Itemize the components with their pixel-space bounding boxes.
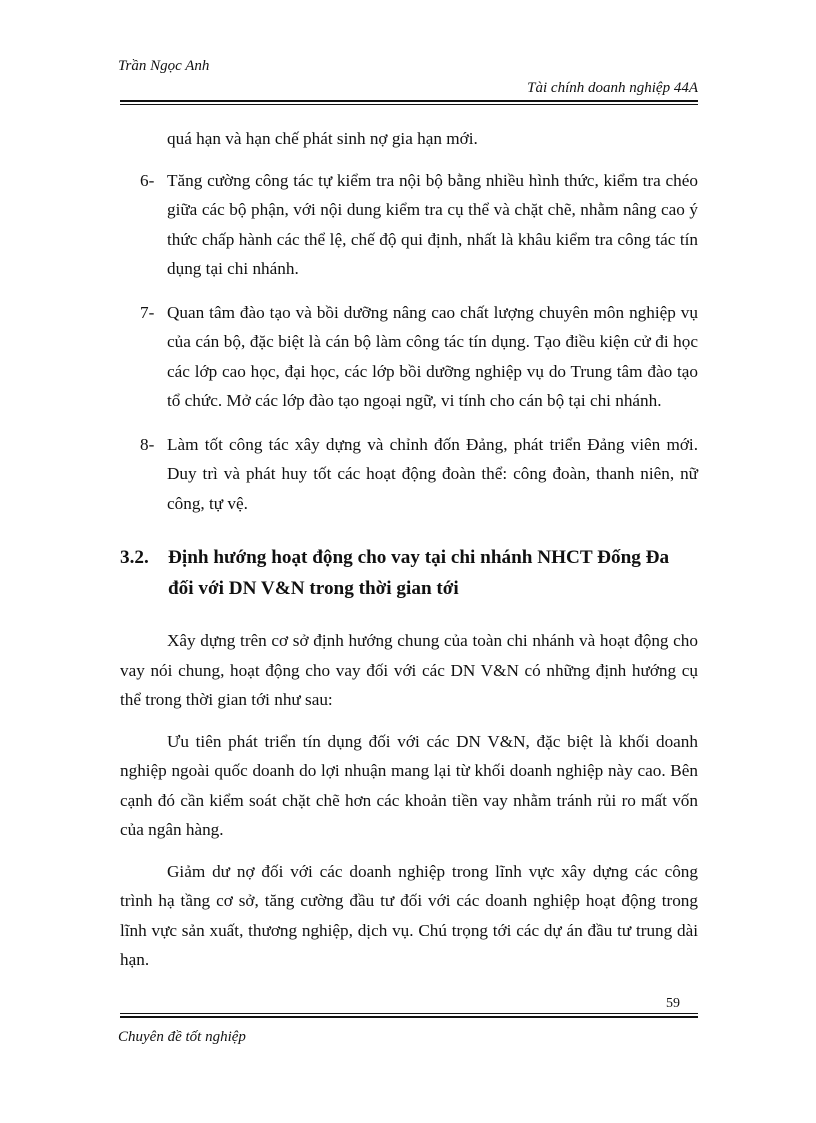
header-rule-thin xyxy=(120,104,698,105)
header-rule xyxy=(120,100,698,102)
page-number: 59 xyxy=(666,996,680,1011)
list-item-text: Quan tâm đào tạo và bồi dưỡng nâng cao chất lượng chuyên môn nghiệp vụ của cán bộ, đặc biệt là cán bộ làm công tác tín dụng. Tạo điều kiện cử đi học các lớp cao học, đại học, các lớp bồi dưỡng nghiệp vụ do Trung tâm đào tạo tổ chức. Mở các lớp đào tạo ngoại ngữ, vi tính cho cán bộ tại chi nhánh. xyxy=(167,302,698,410)
body-paragraph: Ưu tiên phát triển tín dụng đối với các DN V&N, đặc biệt là khối doanh nghiệp ngoài quốc doanh do lợi nhuận mang lại từ khối doanh nghiệp này cao. Bên cạnh đó cần kiểm soát chặt chẽ hơn các khoản tiền vay nhằm tránh rủi ro mất vốn của ngân hàng. xyxy=(120,731,698,839)
header-document-title: Tài chính doanh nghiệp 44A xyxy=(527,80,698,96)
section-heading xyxy=(120,542,698,604)
footer-rule-thin xyxy=(120,1013,698,1014)
footer-label: Chuyên đề tốt nghiệp xyxy=(118,1029,246,1045)
body-paragraph: Giảm dư nợ đối với các doanh nghiệp trong lĩnh vực xây dựng các công trình hạ tầng cơ sở, tăng cường đầu tư đối với các doanh nghiệp hoạt động trong lĩnh vực sản xuất, thương nghiệp, dịch vụ. Chú trọng tới các dự án đầu tư trung dài hạn. xyxy=(120,861,698,969)
list-item-text: Làm tốt công tác xây dựng và chỉnh đốn Đảng, phát triển Đảng viên mới. Duy trì và phát huy tốt các hoạt động đoàn thể: công đoàn, thanh niên, nữ công, tự vệ. xyxy=(167,434,698,513)
footer-rule xyxy=(120,1016,698,1018)
list-item xyxy=(140,430,698,519)
list-item xyxy=(140,298,698,416)
list-item-number: 6- xyxy=(140,170,155,190)
header-author: Trần Ngọc Anh xyxy=(118,58,210,74)
section-title: Định hướng hoạt động cho vay tại chi nhánh NHCT Đống Đa đối với DN V&N trong thời gian tới xyxy=(168,547,670,599)
list-item-number: 8- xyxy=(140,434,155,454)
continuation-text: quá hạn và hạn chế phát sinh nợ gia hạn mới. xyxy=(167,129,478,148)
section-number: 3.2. xyxy=(120,547,149,568)
list-item-text: Tăng cường công tác tự kiểm tra nội bộ bằng nhiều hình thức, kiểm tra chéo giữa các bộ phận, với nội dung kiểm tra cụ thể và chặt chẽ, nhằm nâng cao ý thức chấp hành các thể lệ, chế độ qui định, nhất là khâu kiểm tra công tác tín dụng tại chi nhánh. xyxy=(167,170,698,278)
list-item xyxy=(140,166,698,284)
list-item-number: 7- xyxy=(140,302,155,322)
page-content xyxy=(120,124,698,987)
body-paragraph: Xây dựng trên cơ sở định hướng chung của toàn chi nhánh và hoạt động cho vay nói chung, hoạt động cho vay đối với các DN V&N có những định hướng cụ thể trong thời gian tới như sau: xyxy=(120,631,698,709)
